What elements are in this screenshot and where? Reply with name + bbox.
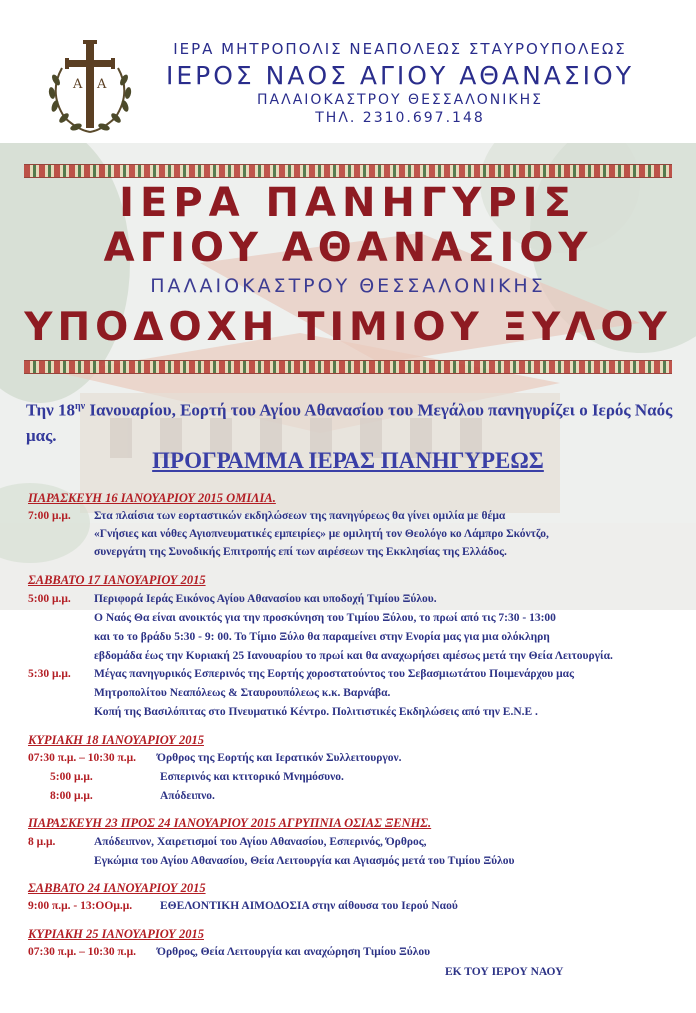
intro-prefix: Την 18: [26, 400, 75, 420]
schedule-line: Μητροπολίτου Νεαπόλεως & Σταυρουπόλεως κ.κ. Βαρνάβα.: [94, 687, 391, 699]
title-location: ΠΑΛΑΙΟΚΑΣΤΡΟΥ ΘΕΣΣΑΛΟΝΙΚΗΣ: [150, 275, 546, 297]
church-phone: ΤΗΛ. 2310.697.148: [315, 110, 485, 126]
program-title: ΠΡΟΓΡΑΜΜΑ ΙΕΡΑΣ ΠΑΝΗΓΥΡΕΩΣ: [152, 448, 544, 473]
schedule-time: 07:30 π.μ. – 10:30 π.μ.: [28, 752, 137, 764]
cross-wreath-emblem: [40, 38, 140, 138]
metropolis-name: ΙΕΡΑ ΜΗΤΡΟΠΟΛΙΣ ΝΕΑΠΟΛΕΩΣ ΣΤΑΥΡΟΥΠΟΛΕΩΣ: [173, 40, 627, 58]
schedule-line: και το το βράδυ 5:30 - 9: 00. Το Τίμιο Ξύλο θα παραμείνει στην Ενορία μας για μια ολόκληρη: [94, 631, 550, 643]
schedule-line: «Γνήσιες και νόθες Αγιοπνευματικές εμπειρίες» με ομιλητή τον Θεολόγο κο Λάμπρο Σκόντζο,: [94, 528, 549, 540]
schedule-time: 5:00 μ.μ.: [50, 771, 93, 783]
schedule-line: Όρθρος, Θεία Λειτουργία και αναχώρηση Τιμίου Ξύλου: [157, 946, 431, 958]
schedule-heading-sunday-25: ΚΥΡΙΑΚΗ 25 ΙΑΝΟΥΑΡΙΟΥ 2015: [28, 927, 204, 941]
header: [0, 0, 696, 143]
schedule-heading-sunday-18: ΚΥΡΙΑΚΗ 18 ΙΑΝΟΥΑΡΙΟΥ 2015: [28, 733, 204, 747]
title-feast: ΙΕΡΑ ΠΑΝΗΓΥΡΙΣ: [119, 180, 577, 226]
schedule-line: Εγκώμια του Αγίου Αθανασίου, Θεία Λειτουργία και Αγιασμός μετά του Τιμίου Ξύλου: [94, 855, 515, 867]
schedule-line: Περιφορά Ιεράς Εικόνος Αγίου Αθανασίου και υποδοχή Τιμίου Ξύλου.: [94, 593, 437, 605]
schedule-heading-saturday-17: ΣΑΒΒΑΤΟ 17 ΙΑΝΟΥΑΡΙΟΥ 2015: [28, 573, 206, 587]
schedule-time: 5:00 μ.μ.: [28, 593, 71, 605]
schedule-line: Μέγας πανηγυρικός Εσπερινός της Εορτής χοροστατούντος του Σεβασμιωτάτου Ποιμενάρχου μας: [94, 668, 574, 680]
schedule-time: 5:30 μ.μ.: [28, 668, 71, 680]
schedule-line: Εσπερινός και κτιτορικό Μνημόσυνο.: [160, 771, 344, 783]
schedule-line: εβδομάδα έως την Κυριακή 25 Ιανουαρίου το πρωί και θα αναχωρήσει αμέσως μετά την Θεία Λειτουργία.: [94, 650, 613, 662]
signature: ΕΚ ΤΟΥ ΙΕΡΟΥ ΝΑΟΥ: [445, 966, 564, 978]
intro-rest: Ιανουαρίου, Εορτή του Αγίου Αθανασίου του Μεγάλου πανηγυρίζει ο Ιερός Ναός μας.: [26, 400, 673, 445]
ornament-band-bottom: [24, 360, 672, 374]
intro-sup: ην: [74, 401, 86, 412]
intro-paragraph: [26, 394, 686, 448]
schedule-line: Στα πλαίσια των εορταστικών εκδηλώσεων της πανηγύρεως θα γίνει ομιλία με θέμα: [94, 510, 506, 522]
title-saint: ΑΓΙΟΥ ΑΘΑΝΑΣΙΟΥ: [103, 225, 593, 271]
emblem-letter-left: Α: [73, 77, 83, 92]
church-location: ΠΑΛΑΙΟΚΑΣΤΡΟΥ ΘΕΣΣΑΛΟΝΙΚΗΣ: [257, 92, 543, 108]
ornament-band-top: [24, 164, 672, 178]
church-name: ΙΕΡΟΣ ΝΑΟΣ ΑΓΙΟΥ ΑΘΑΝΑΣΙΟΥ: [166, 61, 634, 90]
schedule-time: 8 μ.μ.: [28, 836, 56, 848]
title-holy-cross: ΥΠΟΔΟΧΗ ΤΙΜΙΟΥ ΞΥΛΟΥ: [24, 305, 672, 350]
schedule-time: 07:30 π.μ. – 10:30 π.μ.: [28, 946, 137, 958]
schedule-line: Ο Ναός Θα είναι ανοικτός για την προσκύνηση του Τιμίου Ξύλου, το πρωί από τις 7:30 - 13:00: [94, 612, 556, 624]
schedule-line: Κοπή της Βασιλόπιτας στο Πνευματικό Κέντρο. Πολιτιστικές Εκδηλώσεις από την Ε.Ν.Ε .: [94, 706, 538, 718]
schedule-line: ΕΘΕΛΟΝΤΙΚΗ ΑΙΜΟΔΟΣΙΑ στην αίθουσα του Ιερού Ναού: [160, 900, 458, 912]
schedule-time: 7:00 μ.μ.: [28, 510, 71, 522]
schedule-heading-saturday-24: ΣΑΒΒΑΤΟ 24 ΙΑΝΟΥΑΡΙΟΥ 2015: [28, 881, 206, 895]
schedule-heading-friday-23: ΠΑΡΑΣΚΕΥΗ 23 ΠΡΟΣ 24 ΙΑΝΟΥΑΡΙΟΥ 2015 ΑΓΡΥΠΝΙΑ ΟΣΙΑΣ ΞΕΝΗΣ.: [28, 816, 432, 830]
schedule-line: Απόδειπνο.: [160, 790, 215, 802]
schedule-heading-friday-16: ΠΑΡΑΣΚΕΥΗ 16 ΙΑΝΟΥΑΡΙΟΥ 2015 ΟΜΙΛΙΑ.: [28, 491, 276, 505]
schedule-line: συνεργάτη της Συνοδικής Επιτροπής επί των αιρέσεων της Εκκλησίας της Ελλάδος.: [94, 546, 507, 558]
schedule-line: Όρθρος της Εορτής και Ιερατικόν Συλλειτουργον.: [157, 752, 402, 764]
schedule-time: 8:00 μ.μ.: [50, 790, 93, 802]
schedule-line: Απόδειπνον, Χαιρετισμοί του Αγίου Αθανασίου, Εσπερινός, Όρθρος,: [94, 836, 427, 848]
emblem-letter-right: Α: [97, 77, 107, 92]
schedule-time: 9:00 π.μ. - 13:ΟΟμ.μ.: [28, 900, 133, 912]
